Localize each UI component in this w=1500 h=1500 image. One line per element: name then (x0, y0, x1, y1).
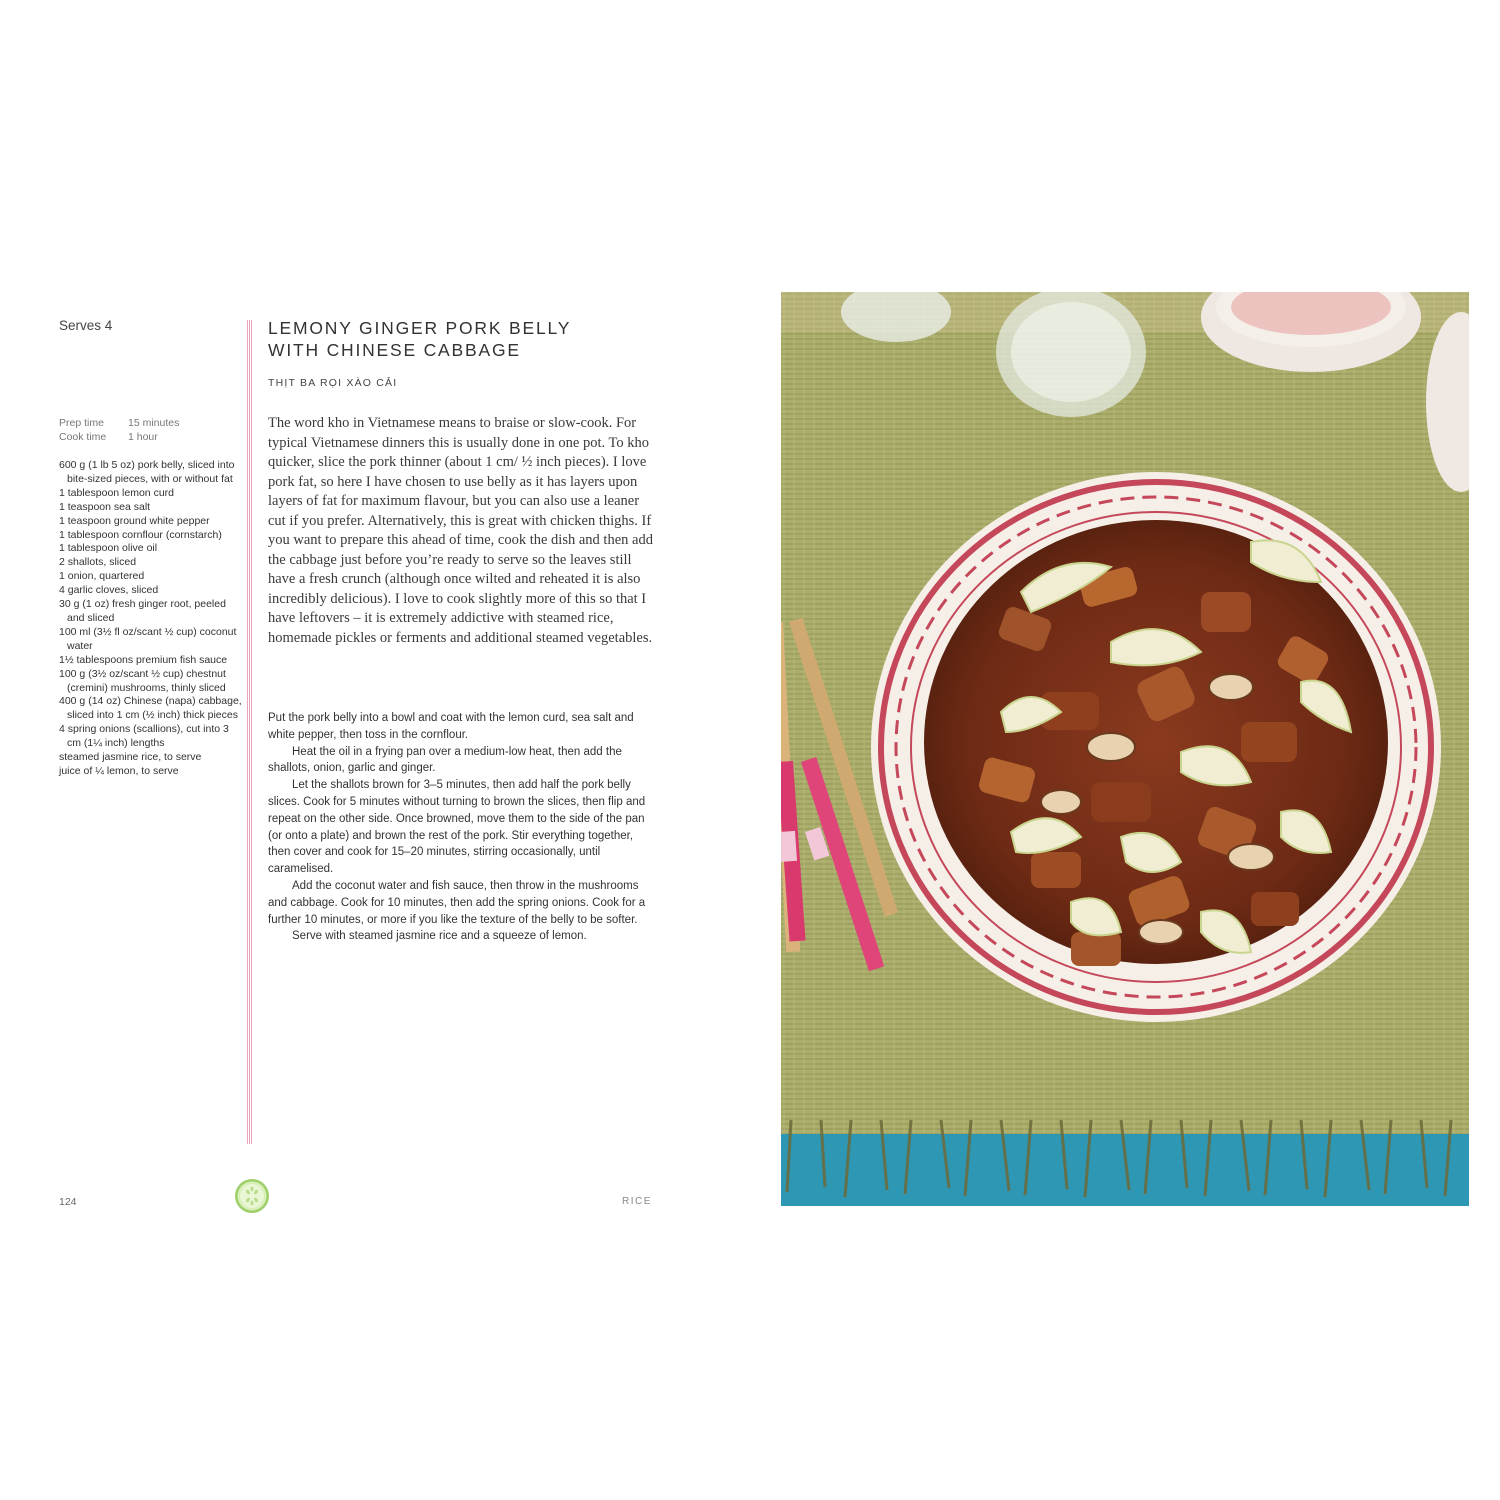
method-step: Put the pork belly into a bowl and coat with the lemon curd, sea salt and white pepper, then toss in the cornflour. (268, 712, 634, 741)
ingredient-item: 100 ml (3½ fl oz/scant ½ cup) coconut water (59, 625, 237, 652)
recipe-title-line: LEMONY GINGER PORK BELLY (268, 318, 572, 338)
ingredient-item: 2 shallots, sliced (59, 556, 137, 569)
time-info (59, 416, 179, 444)
ingredient-item: 400 g (14 oz) Chinese (napa) cabbage, sliced into 1 cm (½ inch) thick pieces (59, 695, 242, 722)
food-photo (781, 292, 1469, 1206)
recipe-title-line: WITH CHINESE CABBAGE (268, 340, 521, 360)
page-number: 124 (59, 1196, 77, 1208)
ingredient-item: 1 tablespoon olive oil (59, 542, 158, 555)
method-step: Add the coconut water and fish sauce, then throw in the mushrooms and cabbage. Cook for 10 minutes, then add the spring onions. Cook for a further 10 minutes, or more if you like the texture of the belly to be softer. (268, 879, 646, 926)
section-name: RICE (622, 1196, 652, 1207)
ingredient-item: 600 g (1 lb 5 oz) pork belly, sliced into bite-sized pieces, with or without fat (59, 459, 235, 485)
method-step: Heat the oil in a frying pan over a medium-low heat, then add the shallots, onion, garlic and ginger. (268, 745, 622, 775)
ingredient-item: 1 tablespoon cornflour (cornstarch) (59, 528, 222, 541)
cucumber-icon (234, 1178, 270, 1214)
prep-time-label: Prep time (59, 417, 104, 429)
ingredient-item: 1 teaspoon sea salt (59, 500, 151, 513)
ingredient-item: 30 g (1 oz) fresh ginger root, peeled and sliced (59, 598, 226, 624)
ingredient-item: 100 g (3½ oz/scant ½ cup) chestnut (cremini) mushrooms, thinly sliced (59, 667, 226, 694)
cook-time-label: Cook time (59, 431, 107, 443)
method-step: Let the shallots brown for 3–5 minutes, then add half the pork belly slices. Cook for 5 minutes without turning to brown the slices, then flip and repeat on the other side. Once browned, move them to the side of the pan (or onto a plate) and brown the rest of the pork. Stir everything together, then cover and cook for 15–20 minutes, stirring occasionally, until caramelised. (268, 779, 646, 876)
recipe-intro: The word kho in Vietnamese means to braise or slow-cook. For typical Vietnamese dinners this is usually done in one pot. To kho quicker, slice the pork thinner (about 1 cm/ ½ inch pieces). I love pork fat, so here I have chosen to use belly as it has layers upon layers of fat for maximum flavour, but you can also use a leaner cut if you prefer. Alternatively, this is great with chicken thighs. If you want to prepare this ahead of time, cook the dish and then add the cabbage just before you’re ready to serve so the leaves still have a fresh crunch (although once wilted and reheated it is also incredibly delicious). I love to cook slightly more of this so that I have leftovers – it is extremely addictive with steamed rice, homemade pickles or ferments and additional steamed vegetables. (268, 415, 653, 646)
ingredient-item: steamed jasmine rice, to serve (59, 751, 202, 764)
ingredient-item: juice of ¼ lemon, to serve (59, 764, 179, 777)
ingredient-item: 4 garlic cloves, sliced (59, 584, 159, 597)
cook-time-value: 1 hour (128, 431, 158, 443)
serves-label: Serves 4 (59, 318, 113, 333)
method-steps (268, 710, 648, 945)
ingredient-item: 1 teaspoon ground white pepper (59, 514, 210, 527)
ingredient-item: 4 spring onions (scallions), cut into 3 cm (1¼ inch) lengths (59, 723, 229, 750)
recipe-subtitle: THỊT BA RỌI XÀO CẢI (268, 377, 398, 389)
recipe-title (268, 317, 571, 361)
ingredient-item: 1 onion, quartered (59, 570, 145, 583)
prep-time-value: 15 minutes (128, 417, 180, 429)
column-divider (247, 320, 252, 1144)
method-step: Serve with steamed jasmine rice and a squeeze of lemon. (292, 930, 587, 943)
ingredients-list (59, 459, 244, 779)
ingredient-item: 1½ tablespoons premium fish sauce (59, 653, 228, 666)
ingredient-item: 1 tablespoon lemon curd (59, 486, 174, 499)
